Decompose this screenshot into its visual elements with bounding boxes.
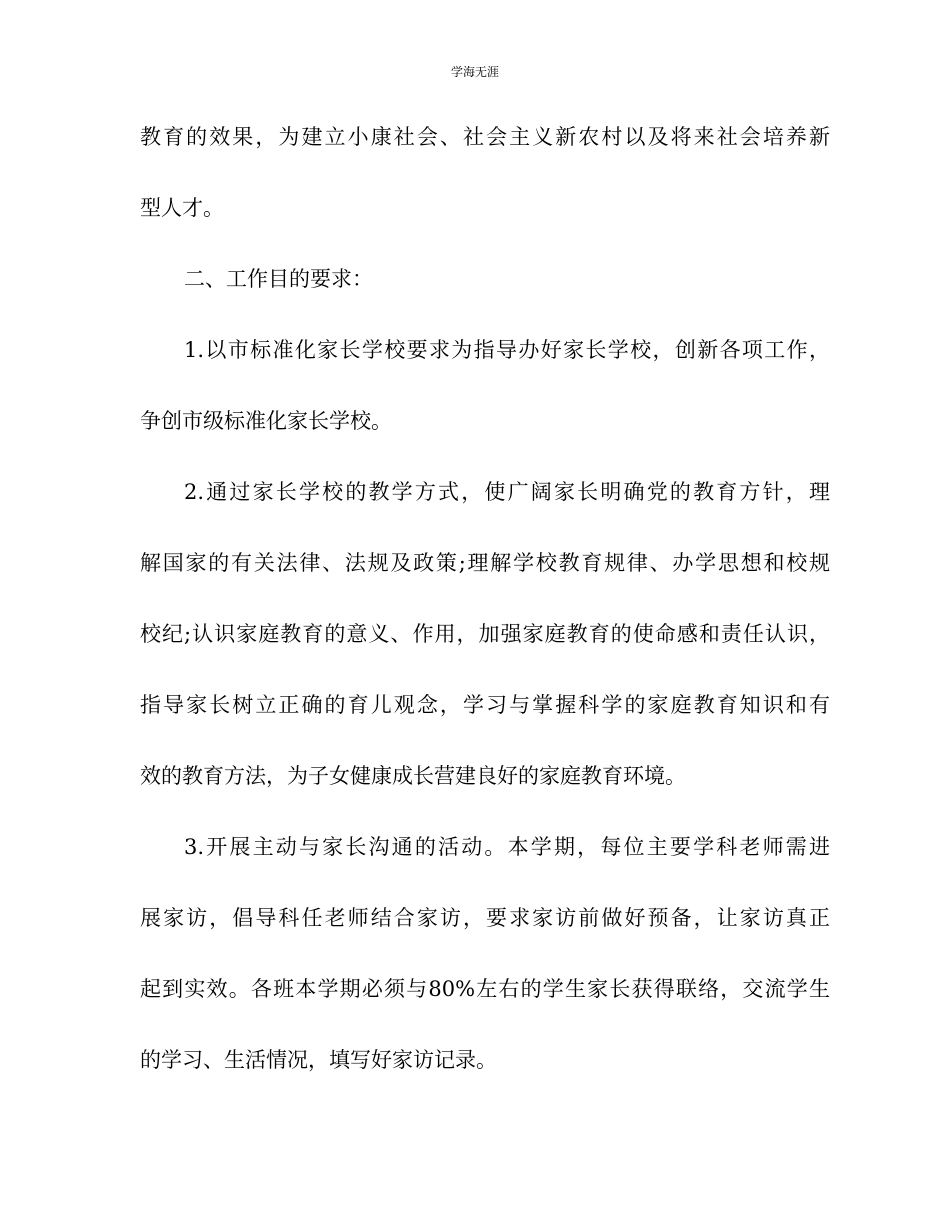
text-line: 的学习、生活情况，填写好家访记录。	[140, 1048, 497, 1072]
text-line: 2.通过家长学校的教学方式，使广阔家长明确党的教育方针，理	[184, 480, 830, 504]
text-line: 型人才。	[140, 196, 224, 220]
page-header: 学海无涯	[450, 65, 499, 79]
text-line: 校纪;认识家庭教育的意义、作用，加强家庭教育的使命感和责任认识，	[140, 622, 830, 646]
text-line: 教育的效果，为建立小康社会、社会主义新农村以及将来社会培养新	[140, 125, 830, 149]
text-line: 起到实效。各班本学期必须与80%左右的学生家长获得联络，交流学生	[140, 977, 830, 1001]
section-heading: 二、工作目的要求：	[184, 267, 373, 291]
text-line: 3.开展主动与家长沟通的活动。本学期，每位主要学科老师需进	[184, 835, 830, 859]
text-line: 解国家的有关法律、法规及政策;理解学校教育规律、办学思想和校规	[140, 551, 830, 575]
text-line: 指导家长树立正确的育儿观念，学习与掌握科学的家庭教育知识和有	[140, 693, 830, 717]
text-line: 展家访，倡导科任老师结合家访，要求家访前做好预备，让家访真正	[140, 906, 830, 930]
text-line: 1.以市标准化家长学校要求为指导办好家长学校，创新各项工作，	[184, 338, 830, 362]
text-line: 效的教育方法，为子女健康成长营建良好的家庭教育环境。	[140, 764, 686, 788]
text-line: 争创市级标准化家长学校。	[140, 409, 392, 433]
